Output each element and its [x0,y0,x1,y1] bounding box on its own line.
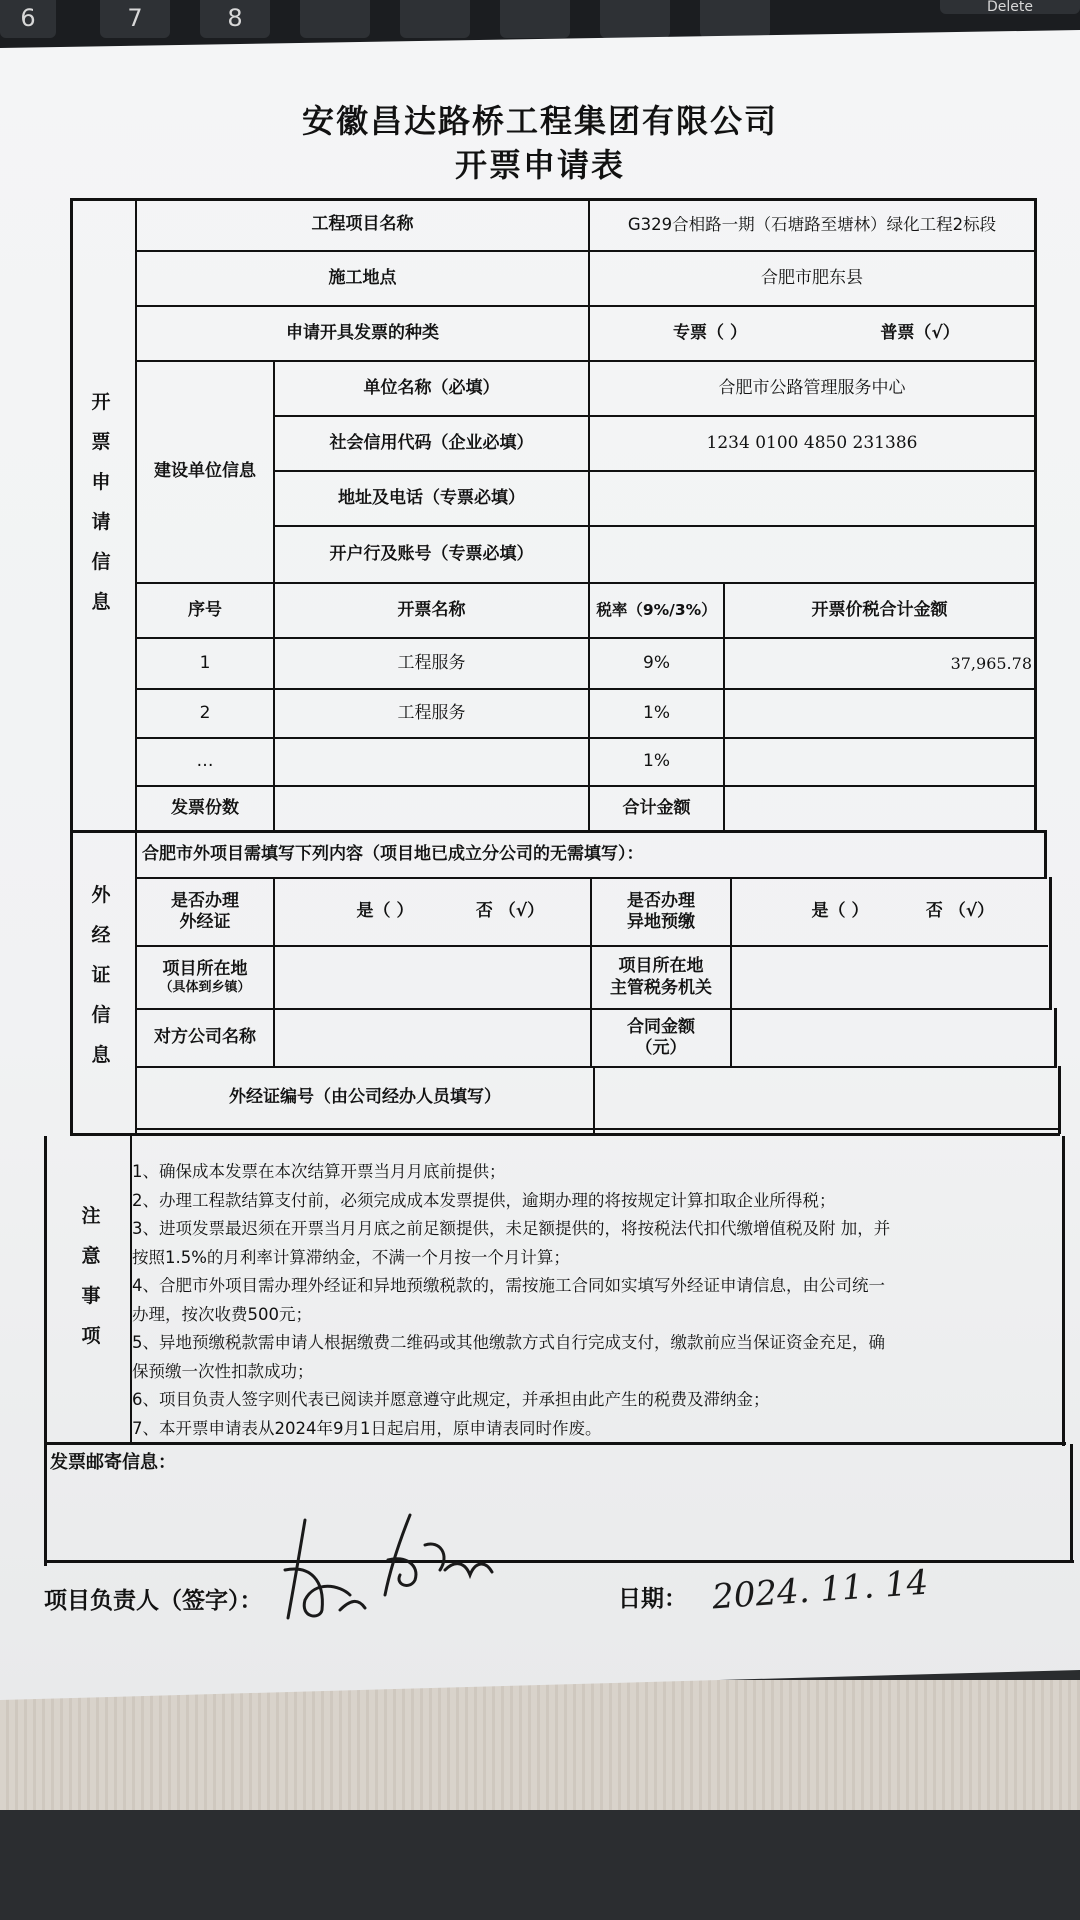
bank-account-label: 开户行及账号（专票必填） [329,543,534,564]
row1-amount: 37,965.78 [950,653,1032,673]
credit-code-value: 1234 0100 4850 231386 [706,432,918,453]
project-location-label: 项目所在地 [162,958,248,979]
note-line-5: 4、合肥市外项目需办理外经证和异地预缴税款的，需按施工合同如实填写外经证申请信息，由公司统一 [132,1276,885,1295]
address-label: 地址及电话（专票必填） [338,487,525,508]
tax-authority-line2: 主管税务机关 [610,977,712,998]
project-location [137,947,273,1008]
cert-number-label: 外经证编号（由公司经办人员填写） [229,1087,501,1108]
section3-label: 注意事项 [81,1205,101,1347]
date-label: 日期： [618,1586,687,1612]
company-title: 安徽昌达路桥工程集团有限公司 [301,102,778,140]
contract-amount-line2: （元） [635,1038,687,1058]
total-amount-label: 合计金额 [622,797,691,818]
unit-name-label: 单位名称（必填） [363,377,500,398]
prepay-question [592,879,730,945]
key-blank-3 [500,0,570,38]
notes-list [132,1158,1052,1443]
mailing-info-label: 发票邮寄信息： [50,1451,176,1473]
note-line-3: 3、进项发票最迟须在开票当月月底之前足额提供，未足额提供的，将按税法代扣代缴增值税及附 加，并 [132,1219,891,1238]
handwritten-date: 2024. 11. 14 [710,1562,930,1618]
col-name-header: 开票名称 [397,599,466,620]
key-blank-2 [400,0,470,38]
note-line-1: 1、确保成本发票在本次结算开票当月月底前提供； [132,1162,506,1181]
invoice-type-label: 申请开具发票的种类 [286,322,439,343]
note-line-4: 按照1.5%的月利率计算滞纳金，不满一个月按一个月计算； [132,1247,570,1267]
row2-rate: 1% [643,702,670,723]
row2-seq: 2 [199,702,211,723]
project-name-value: G329合相路一期（石塘路至塘林）绿化工程2标段 [627,214,997,234]
row2-amount [725,690,1034,737]
key-6: 6 [0,0,56,38]
cert-question-line1: 是否办理 [171,890,239,911]
col-rate-header: 税率（9%/3%） [596,600,717,619]
section2-label: 外经证信息 [91,884,111,1066]
credit-code-label: 社会信用代码（企业必填） [329,432,534,453]
col-seq-header: 序号 [188,599,222,620]
unit-name-value: 合肥市公路管理服务中心 [718,377,906,398]
prepay-question-line1: 是否办理 [627,890,695,911]
counterparty-label: 对方公司名称 [154,1027,256,1048]
key-delete: Delete [940,0,1080,14]
key-blank-5 [700,0,770,38]
section1-label: 开票申请信息 [91,391,111,613]
row1-name: 工程服务 [397,652,466,673]
note-line-7: 5、异地预缴税款需申请人根据缴费二维码或其他缴款方式自行完成支付，缴款前应当保证资金充足，确 [132,1333,885,1352]
cert-question-line2: 外经证 [179,912,231,932]
row1-rate: 9% [643,652,670,673]
desk-edge [0,1810,1080,1920]
handwritten-signature [280,1500,500,1630]
cert-yes-option: 是（ ） [356,901,414,922]
note-line-10: 7、本开票申请表从2024年9月1日起启用，原申请表同时作废。 [132,1418,602,1438]
foreign-cert-instruction: 合肥市外项目需填写下列内容（项目地已成立分公司的无需填写）： [142,844,644,865]
tax-authority [592,947,730,1008]
normal-invoice-option: 普票（√） [880,322,960,343]
site-value: 合肥市肥东县 [761,267,863,288]
contract-amount [592,1010,730,1066]
note-line-2: 2、办理工程款结算支付前，必须完成成本发票提供，逾期办理的将按规定计算扣取企业所得税； [132,1190,836,1210]
prepay-no-option: 否 （√） [925,901,995,922]
key-blank-1 [300,0,370,38]
col-amount-header: 开票价税合计金额 [811,599,948,620]
row3-seq: … [196,751,214,772]
row3-name [275,739,588,785]
tax-authority-line1: 项目所在地 [618,956,704,977]
contract-amount-line1: 合同金额 [627,1016,695,1037]
row3-rate: 1% [643,751,670,772]
key-7: 7 [100,0,170,38]
special-invoice-option: 专票（ ） [673,322,747,343]
row3-amount [725,739,1034,785]
manager-signature-label: 项目负责人（签字）： [44,1588,263,1614]
row1-seq: 1 [199,652,211,673]
note-line-9: 6、项目负责人签字则代表已阅读并愿意遵守此规定，并承担由此产生的税费及滞纳金； [132,1390,770,1409]
cert-no-option: 否 （√） [475,901,545,922]
invoice-copies-label: 发票份数 [171,797,239,818]
key-blank-4 [600,0,670,38]
form-title: 开票申请表 [454,146,625,184]
key-8: 8 [200,0,270,38]
prepay-question-line2: 异地预缴 [627,912,695,932]
site-label: 施工地点 [328,267,397,288]
project-name-label: 工程项目名称 [311,214,414,235]
builder-info-label: 建设单位信息 [154,461,256,482]
note-line-6: 办理，按次收费500元； [132,1304,312,1324]
prepay-yes-option: 是（ ） [811,901,869,922]
row2-name: 工程服务 [397,702,466,723]
project-location-sub: （具体到乡镇） [159,980,251,995]
note-line-8: 保预缴一次性扣款成功； [132,1361,314,1381]
cert-question [137,879,273,945]
